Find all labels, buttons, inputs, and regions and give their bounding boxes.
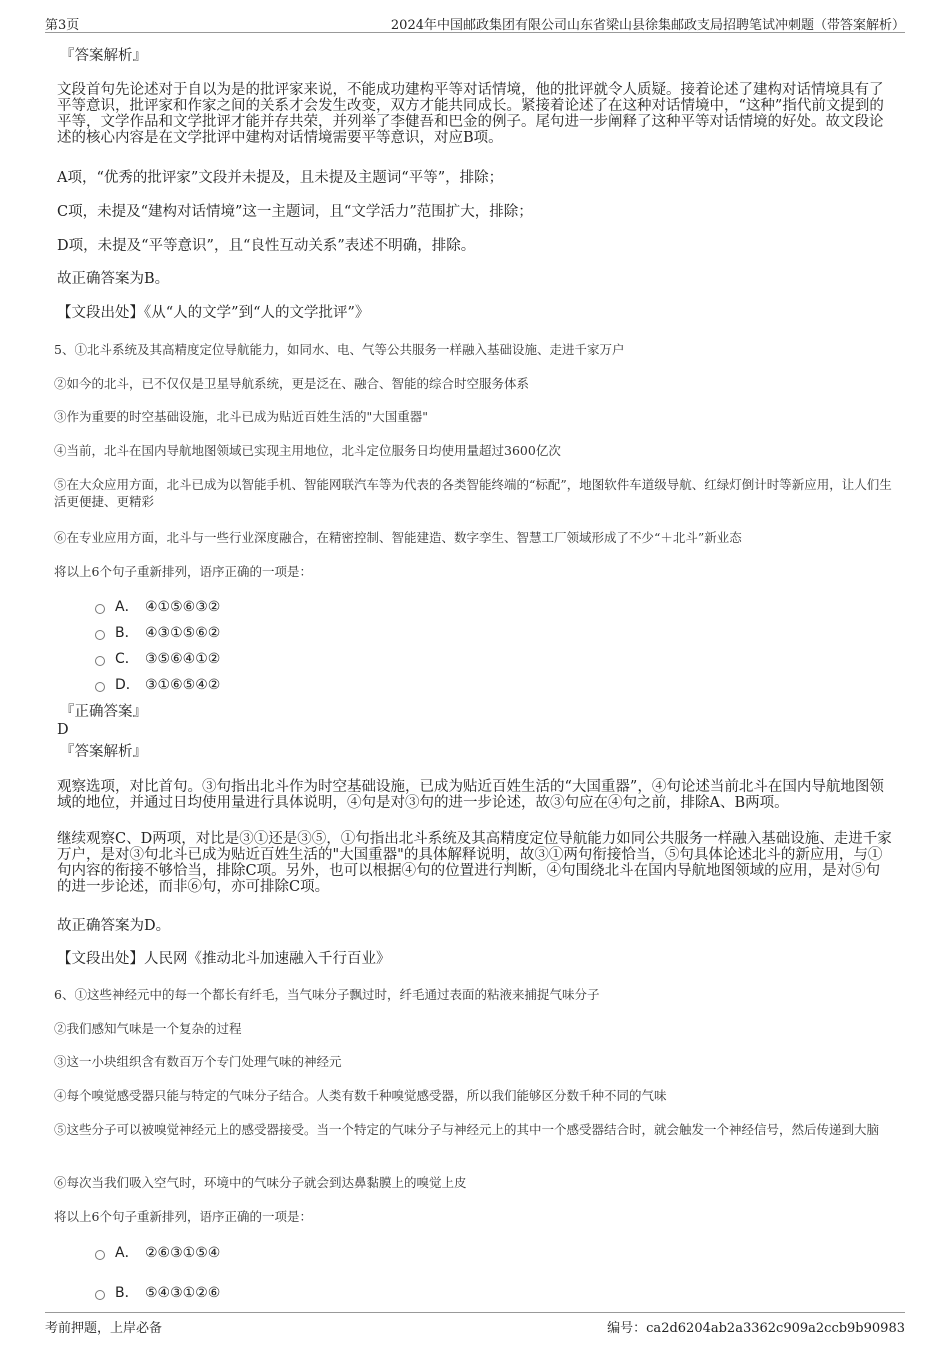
q6-prompt: 将以上6个句子重新排列，语序正确的一项是： (54, 1209, 312, 1224)
radio-icon[interactable] (95, 682, 105, 692)
radio-icon[interactable] (95, 604, 105, 614)
page-footer (45, 1312, 905, 1335)
q5-option-d[interactable]: D． ③①⑥⑤④② (95, 676, 220, 694)
q5-sentence-6: ⑥在专业应用方面，北斗与一些行业深度融合，在精密控制、智能建造、数字孪生、智慧工厂领域形成了不少“＋北斗”新业态 (54, 530, 742, 545)
page-number: 第3页 (45, 18, 80, 33)
q6-option-b[interactable]: B． ⑤④③①②⑥ (95, 1284, 220, 1302)
q5-sentence-5: ⑤在大众应用方面，北斗已成为以智能手机、智能网联汽车等为代表的各类智能终端的“标配”，地图软件车道级导航、红绿灯倒计时等新应用，让人们生活更便捷、更精彩 (54, 477, 892, 509)
q4-analysis-paragraph: 文段首句先论述对于自以为是的批评家来说，不能成功建构平等对话情境，他的批评就令人质疑。接着论述了建构对话情境具有了平等意识，批评家和作家之间的关系才会发生改变，双方才能共同成长。紧接着论述了在这种对话情境中，“这种”指代前文提到的平等，文学作品和文学批评才能并存共荣，并列举了李健吾和巴金的例子。尾句进一步阐释了这种平等对话情境的好处。故文段论述的核心内容是在文学批评中建构对话情境需要平等意识，对应B项。 (57, 82, 884, 146)
q6-option-a[interactable]: A． ②⑥③①⑤④ (95, 1244, 220, 1262)
q5-sentence-3: ③作为重要的时空基础设施，北斗已成为贴近百姓生活的"大国重器" (54, 409, 429, 424)
page-header (45, 12, 905, 33)
q5-source: 【文段出处】人民网《推动北斗加速融入千行百业》 (57, 951, 391, 967)
q5-answer: D (57, 722, 69, 738)
q6-sentence-3: ③这一小块组织含有数百万个专门处理气味的神经元 (54, 1054, 342, 1069)
q5-sentence-1: 5、①北斗系统及其高精度定位导航能力，如同水、电、气等公共服务一样融入基础设施、走进千家万户 (54, 342, 625, 357)
q5-option-c[interactable]: C． ③⑤⑥④①② (95, 650, 220, 668)
q6-sentence-4: ④每个嗅觉感受器只能与特定的气味分子结合。人类有数千种嗅觉感受器，所以我们能够区分数千种不同的气味 (54, 1088, 667, 1103)
q6-sentence-6: ⑥每次当我们吸入空气时，环境中的气味分子就会到达鼻黏膜上的嗅觉上皮 (54, 1175, 467, 1190)
radio-icon[interactable] (95, 630, 105, 640)
radio-icon[interactable] (95, 656, 105, 666)
q5-analysis-paragraph-2: 继续观察C、D两项，对比是③①还是③⑤，①句指出北斗系统及其高精度定位导航能力如同公共服务一样融入基础设施、走进千家万户，是对③句北斗已成为贴近百姓生活的"大国重器"的具体解释说明，故③①两句衔接恰当，⑤句具体论述北斗的新应用，与①句内容的衔接不够恰当，排除C项。另外，也可以根据④句的位置进行判断，④句围绕北斗在国内导航地图领域的应用，是对⑤句的进一步论述，而非⑥句，亦可排除C项。 (57, 831, 892, 895)
q4-analysis-option-a: A项，“优秀的批评家”文段并未提及，且未提及主题词“平等”，排除； (57, 170, 504, 186)
q4-analysis-option-c: C项，未提及“建构对话情境”这一主题词，且“文学活力”范围扩大，排除； (57, 204, 533, 220)
q6-sentence-2: ②我们感知气味是一个复杂的过程 (54, 1021, 242, 1036)
radio-icon[interactable] (95, 1290, 105, 1300)
q4-source: 【文段出处】《从“人的文学”到“人的文学批评”》 (57, 305, 370, 321)
q4-analysis-title: 『答案解析』 (60, 48, 147, 64)
q5-option-a[interactable]: A． ④①⑤⑥③② (95, 598, 220, 616)
q5-prompt: 将以上6个句子重新排列，语序正确的一项是： (54, 564, 312, 579)
q4-conclusion: 故正确答案为B。 (57, 271, 170, 287)
q5-conclusion: 故正确答案为D。 (57, 918, 171, 934)
q5-analysis-paragraph-1: 观察选项，对比首句。③句指出北斗作为时空基础设施，已成为贴近百姓生活的“大国重器”，④句论述当前北斗在国内导航地图领域的地位，并通过日均使用量进行具体说明，④句是对③句的进一步论述，故③句应在④句之前，排除A、B两项。 (57, 779, 884, 811)
radio-icon[interactable] (95, 1250, 105, 1260)
footer-slogan: 考前押题，上岸必备 (45, 1321, 163, 1336)
q5-analysis-title: 『答案解析』 (60, 744, 147, 760)
q5-sentence-4: ④当前，北斗在国内导航地图领域已实现主用地位，北斗定位服务日均使用量超过3600亿次 (54, 443, 561, 458)
q6-sentence-5: ⑤这些分子可以被嗅觉神经元上的感受器接受。当一个特定的气味分子与神经元上的其中一个感受器结合时，就会触发一个神经信号，然后传递到大脑 (54, 1122, 880, 1137)
q6-sentence-1: 6、①这些神经元中的每一个都长有纤毛，当气味分子飘过时，纤毛通过表面的粘液来捕捉气味分子 (54, 987, 600, 1002)
document-title: 2024年中国邮政集团有限公司山东省梁山县徐集邮政支局招聘笔试冲刺题（带答案解析） (390, 18, 905, 33)
q4-analysis-option-d: D项，未提及“平等意识”，且“良性互动关系”表述不明确，排除。 (57, 238, 476, 254)
q5-option-b[interactable]: B． ④③①⑤⑥② (95, 624, 220, 642)
q5-sentence-2: ②如今的北斗，已不仅仅是卫星导航系统，更是泛在、融合、智能的综合时空服务体系 (54, 376, 530, 391)
q5-answer-title: 『正确答案』 (60, 704, 147, 720)
document-code: 编号：ca2d6204ab2a3362c909a2ccb9b90983 (607, 1321, 905, 1336)
